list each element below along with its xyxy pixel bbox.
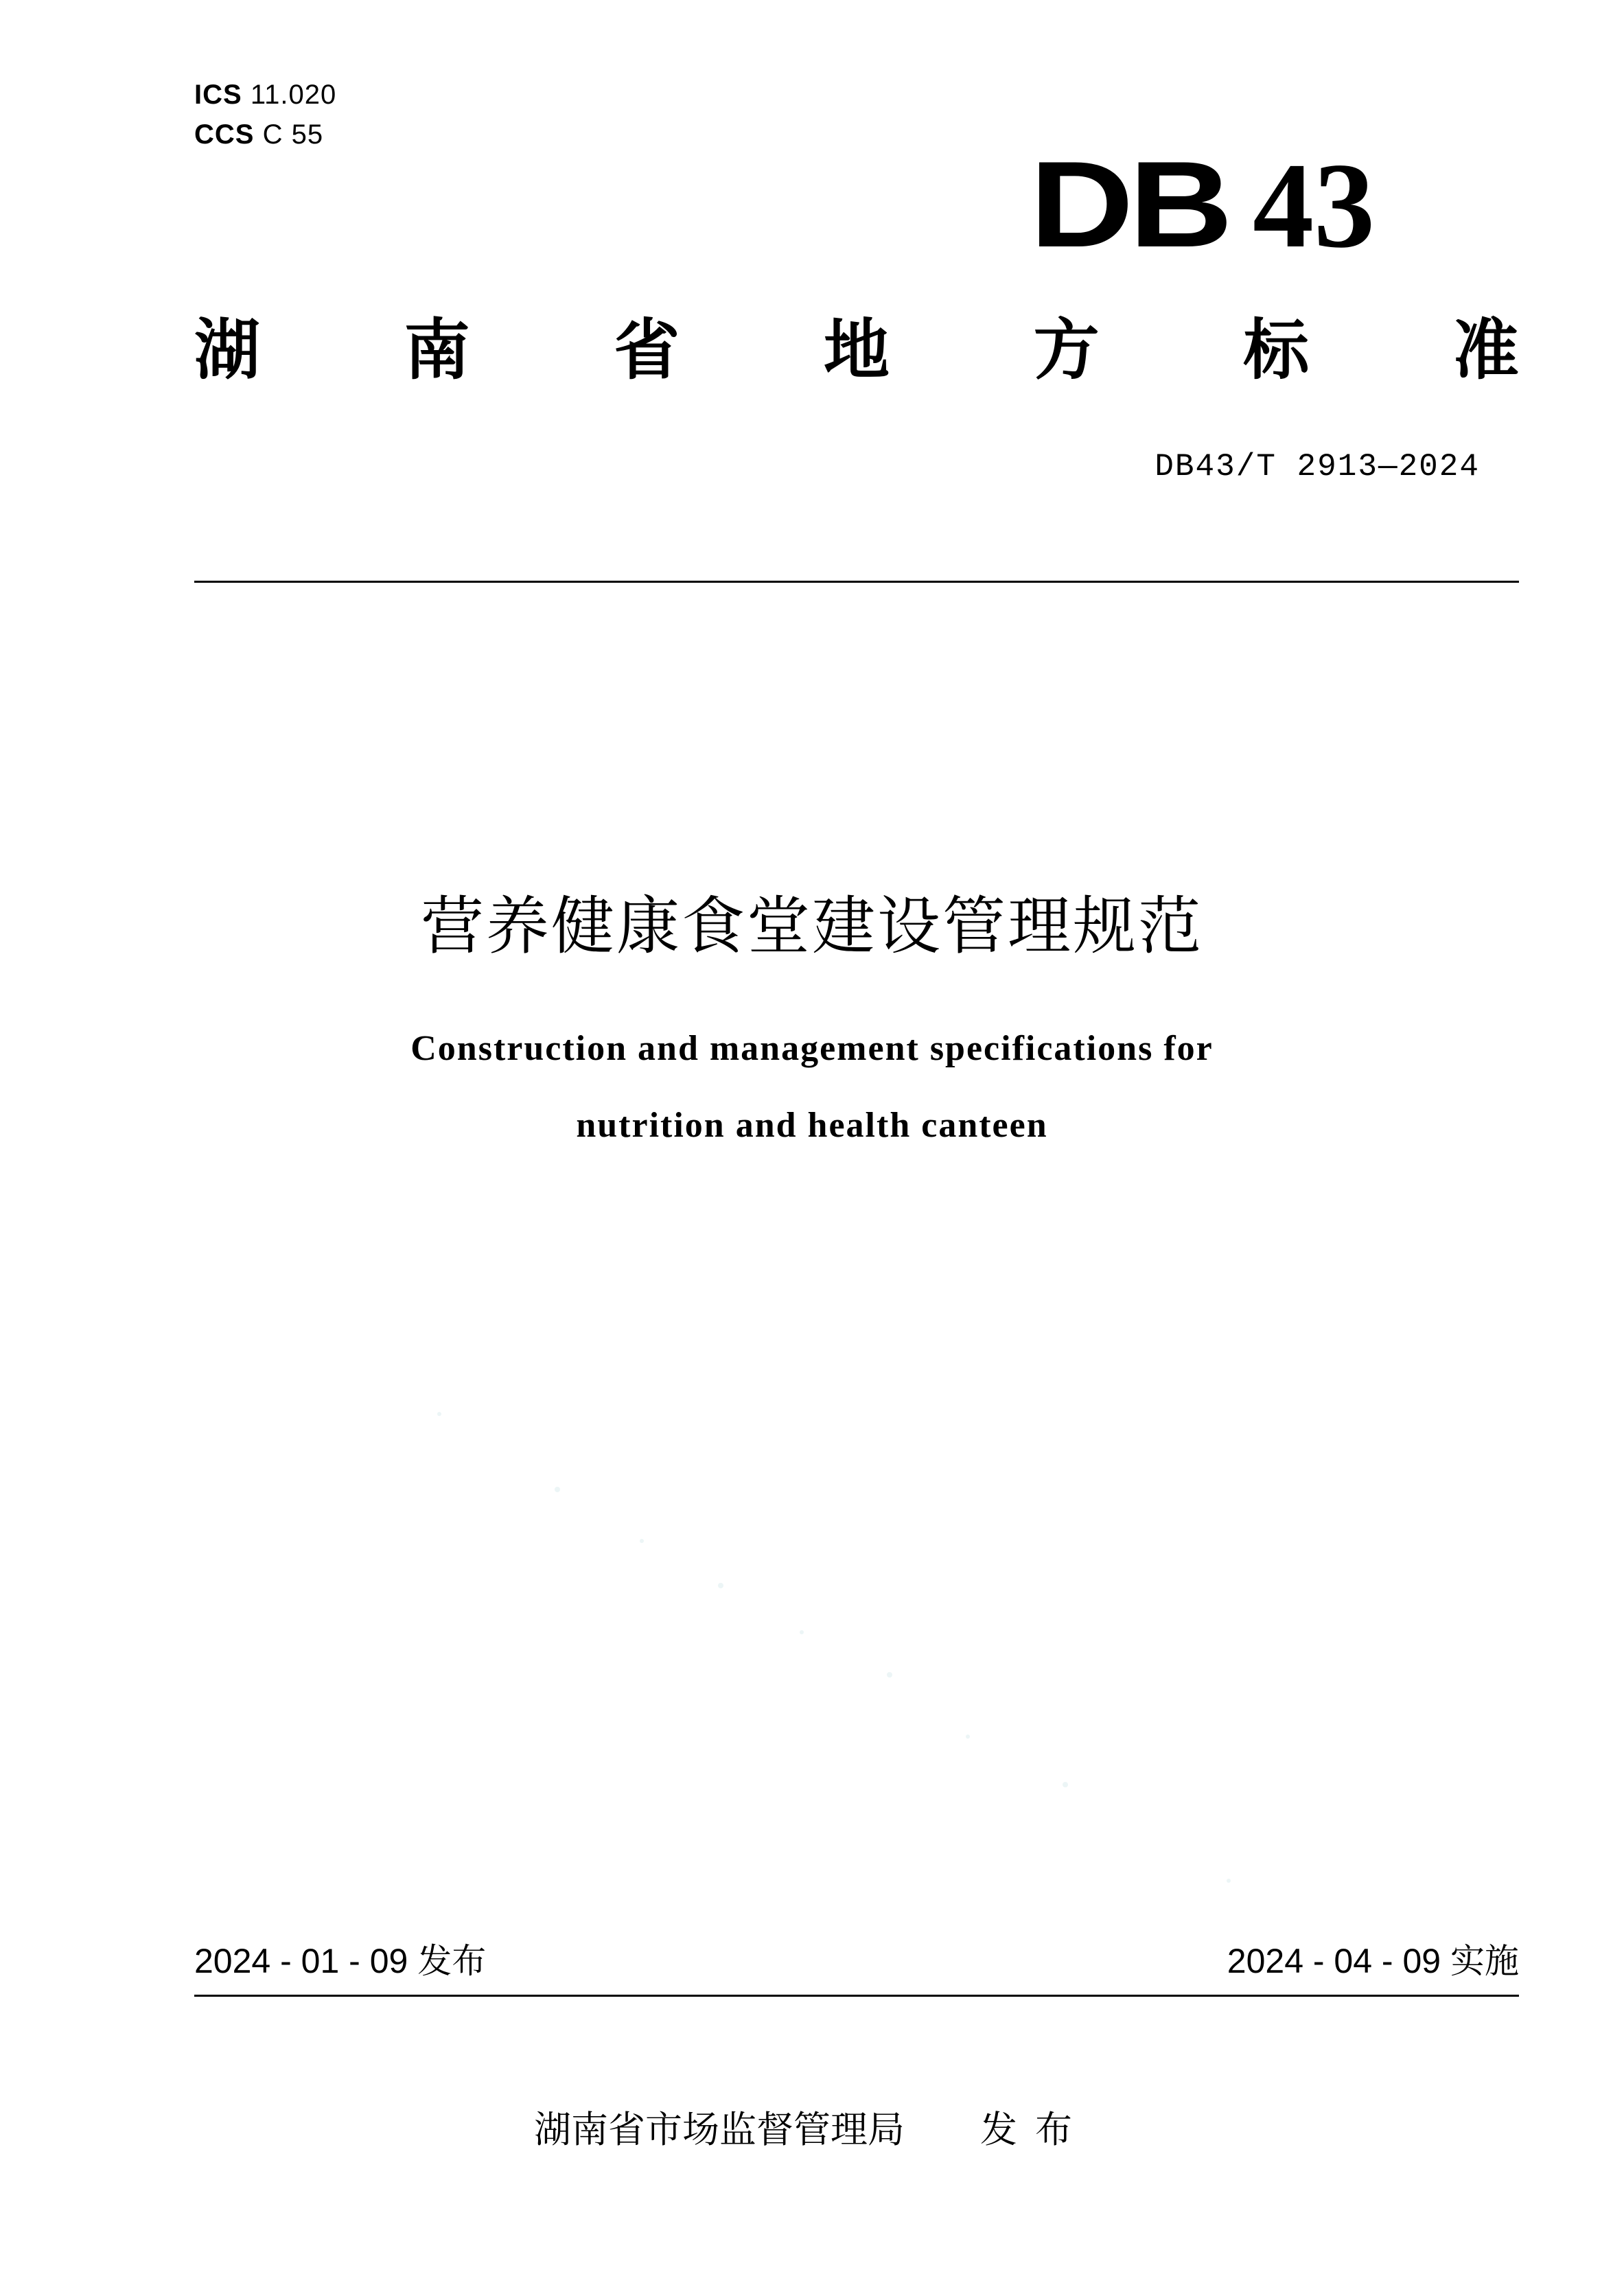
bottom-divider: [194, 1995, 1519, 1997]
ccs-label: CCS: [194, 119, 255, 150]
ics-code: [194, 78, 336, 111]
standard-type-char: 准: [1452, 312, 1519, 389]
title-chinese: 营养健康食堂建设管理规范: [420, 890, 1203, 963]
issue-date: [194, 1940, 486, 1982]
title-english-line-2: nutrition and health canteen: [576, 1106, 1048, 1145]
standard-code: DB43/T 2913—2024: [1155, 449, 1480, 485]
ics-label: ICS: [194, 80, 242, 110]
top-divider: [194, 581, 1519, 583]
standard-type-heading: [194, 309, 1519, 391]
standard-type-char: 南: [404, 312, 470, 389]
publisher: [0, 2106, 1624, 2154]
ics-value: 11.020: [250, 80, 337, 110]
standard-type-char: 湖: [194, 312, 260, 389]
ccs-code: [194, 118, 323, 151]
standard-type-char: 地: [823, 312, 890, 389]
logo-letters: DB: [1030, 136, 1229, 272]
issue-date-value: 2024 - 01 - 09: [194, 1942, 408, 1980]
standard-type-char: 省: [614, 312, 680, 389]
implement-date-suffix: 实施: [1450, 1941, 1519, 1981]
logo-number: 43: [1253, 137, 1376, 273]
ccs-value: C 55: [262, 119, 324, 150]
implement-date-value: 2024 - 04 - 09: [1227, 1942, 1441, 1980]
title-english-line-1: Construction and management specifications for: [410, 1029, 1214, 1068]
publisher-name: 湖南省市场监督管理局: [534, 2108, 905, 2151]
db43-logo: [1030, 136, 1400, 273]
implement-date: [1227, 1940, 1519, 1982]
standard-type-char: 标: [1243, 312, 1310, 389]
issue-date-suffix: 发布: [417, 1941, 487, 1981]
publisher-action: 发布: [980, 2108, 1090, 2151]
standard-type-char: 方: [1033, 312, 1100, 389]
